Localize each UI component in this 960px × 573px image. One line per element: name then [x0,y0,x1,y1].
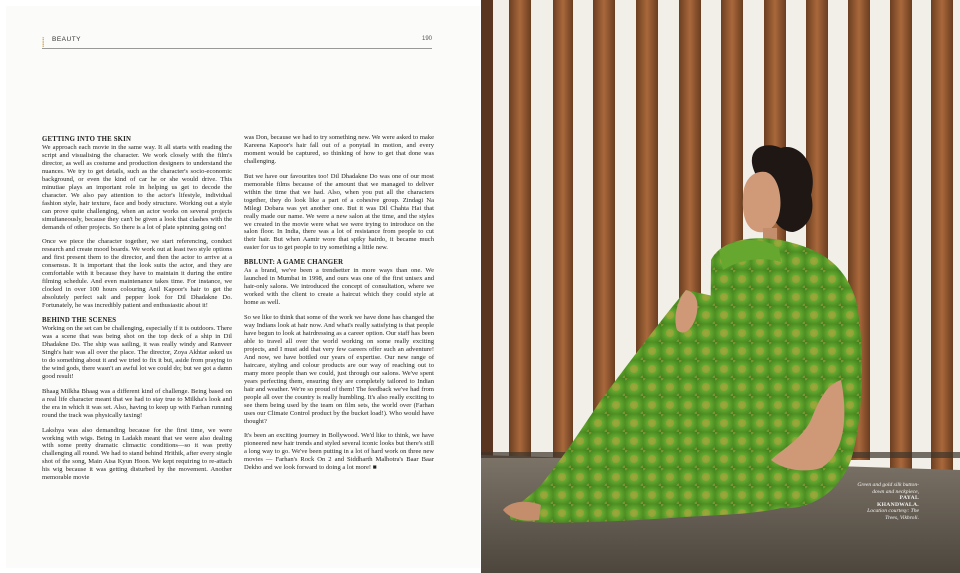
paragraph: was Don, because we had to try something new. We were asked to make Kareena Kapoor's hair fall out of a ponytail in motion, and every moment would be captured, so thinking of how to get that done was challenging. [244,134,434,165]
section-heading: BBLUNT: A GAME CHANGER [244,259,344,267]
paragraph: As a brand, we've been a trendsetter in more ways than one. We launched in Mumbai in 1998, and ours was one of the first unisex and hair-only salons. We introduced the concept of consultation, where we worked with the client to create a haircut which they could style at home as well. [244,267,434,307]
article-column-1 [42,136,232,489]
caption-line-1: Green and gold silk button-down and neckpiece, [857,482,919,495]
caption-line-3: Location courtesy: The Trees, Vikhroli. [867,508,919,521]
photo-caption [857,482,919,522]
section-label: BEAUTY [52,36,82,43]
paragraph: But we have our favourites too! Dil Dhadakne Do was one of our most memorable films because of the amount that we managed to deliver within the time that we had. Also, when you put all the characters together, they do look like a part of a cohesive group. Zindagi Na Milegi Dobara was yet another one. But it was Dil Chahta Hai that really made our name. We were a new salon at the time, and the styles we created in the movie were what we were trying to introduce on the salon floor. In India, there was a lot of resistance from people to cut their hair. But when Aamir wore that spiky hairdo, it became much easier for us to get people to try something a little new. [244,172,434,252]
section-heading: GETTING INTO THE SKIN [42,136,132,143]
paragraph: We approach each movie in the same way. It all starts with reading the script and visualising the character. We work closely with the film's director, as well as costume and production designers to understand the nuances. We try to get details, such as the character's socio-economic background, or even the kind of car he or she would drive. This minutiae plays an important role in helping us get to decode the character. We also pay attention to the actor's lifestyle, individual fashion style, hair texture, face and body structure. Working out a style can prove quite challenging, when an actor works on several projects simultaneously, because they can't be given a look that clashes with the demands of other projects. So there is a lot of plate spinning going on! [42,144,232,231]
paragraph: It's been an exciting journey in Bollywood. We'd like to think, we have pioneered new hair trends and styled several iconic looks but there's still a long way to go. We've been putting in a lot of hard work on three new movies — Farhan's Rock On 2 and Siddharth Malhotra's Baar Baar Dekho and we look forward to doing a lot more! ■ [244,432,434,472]
paragraph: Once we piece the character together, we start referencing, conduct research and create mood boards. We work out at least two style options and first present them to the director, and then the actor to arrive at a consensus. It is important that the look suits the actor, and they are comfortable with it because they have to maintain it during the entire filming schedule. And even maintenance takes time. For instance, we clocked in over 100 hours colouring Anil Kapoor's hair to get the absolutely perfect salt and pepper look for Dil Dhadakne Do. Fortunately, he was incredibly patient and enthusiastic about it! [42,238,232,310]
paragraph: Bhaag Milkha Bhaag was a different kind of challenge. Being based on a real life character meant that we had to stay true to Milkha's look and the era in which it was set. Also, having to keep up with Farhan running round the track was physically taxing! [42,387,232,419]
section-heading: BEHIND THE SCENES [42,317,117,325]
paragraph: So we like to think that some of the work we have done has changed the way Indians look at hair now. And what's really satisfying is that people have begun to look at hairdressing as a career option. Our staff has been able to travel all over the world working on some really exciting projects, and I must add that very few careers offer such an adventure! And now, we have bottled our years of expertise. Our new range of haircare, styling and colour products are our way of reaching out to many more people than we could, just through our salons. We've spent years perfecting them, ensuring they are completely tailored to Indian hair and weather. We're so proud of them! The feedback we've had from people all over the country is really humbling. It's also really exciting to see them being used by the team on film sets, the world over (Farhan uses our Climate Control product by the bucket load!). Who would have thought? [244,314,434,425]
running-header [42,34,432,49]
article-column-2 [244,134,434,479]
paragraph: Lakshya was also demanding because for the first time, we were working with wigs. Being in Ladakh meant that we were also dealing with some pretty dramatic climactic conditions—so it was pretty challenging all round. We had to stand behind Hrithik, after every single shot of the song, Main Aisa Kyun Hoon. We kept requiring to re-attach his wig because it was getting disturbed by the movement. Another memorable movie [42,426,232,482]
page-mark-icon: ⸽ [42,38,45,48]
caption-designer-name: PAYAL KHANDWALA. [876,495,919,508]
page-number: 190 [421,36,432,42]
paragraph: Working on the set can be challenging, especially if it is outdoors. There was a scene that was being shot on the top deck of a ship in Dil Dhadakne Do. The ship was sailing, it was really windy and Ranveer Singh's hair was all over the place. The director, Zoya Akhtar asked us to do something about it and we tried to fix it but, aside from praying to the wind gods, there wasn't an awful lot we could do; but we got a damn good result! [42,325,232,380]
